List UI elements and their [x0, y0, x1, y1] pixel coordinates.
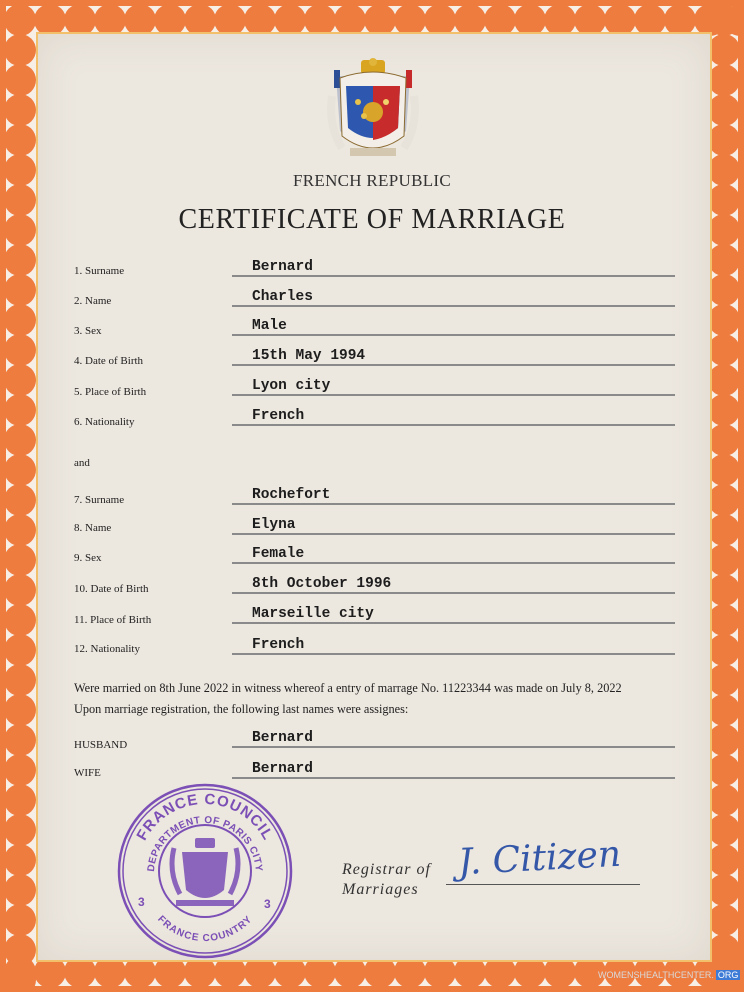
border-scallop — [708, 394, 740, 426]
signature-line — [446, 884, 640, 885]
field-label: 10. Date of Birth — [74, 583, 149, 595]
border-scallop — [4, 274, 36, 306]
field-underline — [232, 305, 675, 307]
border-scallop — [708, 4, 740, 36]
stamp-top-text: FRANCE COUNCIL — [133, 790, 277, 844]
border-scallop — [708, 364, 740, 396]
border-scallop — [4, 514, 36, 546]
stamp-bottom-text: FRANCE COUNTRY — [155, 913, 255, 945]
stamp-number-right: 3 — [264, 897, 271, 911]
registrar-line-1: Registrar of — [342, 861, 431, 878]
border-scallop — [708, 634, 740, 666]
field-label: 12. Nationality — [74, 643, 140, 655]
stamp-inner-text: DEPARTMENT OF PARIS CITY — [145, 814, 265, 873]
border-scallop — [708, 724, 740, 756]
border-scallop — [708, 454, 740, 486]
border-scallop — [4, 574, 36, 606]
border-scallop — [4, 544, 36, 576]
border-scallop — [708, 334, 740, 366]
field-underline — [232, 275, 675, 277]
border-scallop — [4, 334, 36, 366]
border-scallop — [708, 64, 740, 96]
husband-surname: Bernard — [252, 730, 313, 746]
border-scallop — [4, 454, 36, 486]
watermark-text: WOMENSHEALTHCENTER. — [598, 970, 714, 980]
border-scallop — [708, 904, 740, 936]
marriage-statement: Were married on 8th June 2022 in witness whereof a entry of marrage No. 11223344 was made on July 8, 2022 — [74, 681, 622, 695]
border-scallop — [4, 724, 36, 756]
field-value: Male — [252, 318, 287, 334]
border-scallop — [708, 544, 740, 576]
border-scallop — [4, 754, 36, 786]
field-underline — [232, 424, 675, 426]
border-scallop — [708, 94, 740, 126]
field-underline — [232, 364, 675, 366]
border-scallop — [708, 514, 740, 546]
border-scallop — [4, 124, 36, 156]
field-value: 15th May 1994 — [252, 348, 366, 364]
border-scallop — [708, 304, 740, 336]
border-scallop — [4, 694, 36, 726]
border-scallop — [4, 484, 36, 516]
border-scallop — [4, 424, 36, 456]
border-scallop — [4, 64, 36, 96]
border-scallop — [708, 844, 740, 876]
joiner-text: and — [74, 457, 90, 469]
border-scallop — [708, 874, 740, 906]
field-label: 1. Surname — [74, 265, 125, 277]
field-value: Rochefort — [252, 487, 331, 503]
border-scallop — [708, 754, 740, 786]
border-scallop — [4, 934, 36, 966]
field-underline — [232, 562, 675, 564]
border-scallop — [4, 394, 36, 426]
border-scallop — [4, 814, 36, 846]
field-value: French — [252, 408, 305, 424]
field-label: 9. Sex — [74, 552, 102, 564]
border-scallop — [708, 274, 740, 306]
field-underline — [232, 503, 675, 505]
field-value: Lyon city — [252, 378, 331, 394]
field-underline — [232, 334, 675, 336]
country-heading: FRENCH REPUBLIC — [293, 171, 451, 190]
border-scallop — [4, 904, 36, 936]
registrar-title — [342, 860, 431, 900]
coat-of-arms-icon — [326, 56, 420, 166]
field-value: Elyna — [252, 517, 296, 533]
stamp-number-left: 3 — [138, 895, 145, 909]
wife-label: WIFE — [74, 767, 101, 779]
registrar-line-2: Marriages — [342, 881, 419, 898]
border-scallop — [4, 784, 36, 816]
field-label: 2. Name — [74, 295, 112, 307]
field-label: 4. Date of Birth — [74, 355, 144, 367]
field-underline — [232, 653, 675, 655]
border-scallop — [4, 874, 36, 906]
field-underline — [232, 592, 675, 594]
stamp-emblem-icon — [172, 838, 238, 906]
border-scallop — [4, 304, 36, 336]
registration-statement: Upon marriage registration, the following last names were assignes: — [74, 702, 409, 716]
border-scallop — [708, 124, 740, 156]
border-scallop — [708, 694, 740, 726]
border-scallop — [4, 244, 36, 276]
field-underline — [232, 777, 675, 779]
wife-surname: Bernard — [252, 761, 313, 777]
svg-text:FRANCE COUNTRY — [155, 914, 255, 944]
field-label: 7. Surname — [74, 494, 125, 506]
field-value: 8th October 1996 — [252, 576, 392, 592]
field-value: Female — [252, 546, 305, 562]
field-underline — [232, 622, 675, 624]
site-watermark — [598, 970, 740, 980]
border-scallop — [708, 664, 740, 696]
field-label: 11. Place of Birth — [74, 614, 152, 626]
field-label: 5. Place of Birth — [74, 386, 147, 398]
border-scallop — [708, 934, 740, 966]
field-value: French — [252, 637, 305, 653]
border-scallop — [708, 814, 740, 846]
field-label: 3. Sex — [74, 325, 102, 337]
border-scallop — [4, 604, 36, 636]
border-scallop — [708, 574, 740, 606]
field-label: 8. Name — [74, 522, 112, 534]
border-scallop — [4, 4, 36, 36]
field-underline — [232, 394, 675, 396]
registrar-signature: J. Citizen — [457, 833, 622, 884]
official-stamp — [116, 782, 294, 960]
field-value: Marseille city — [252, 606, 374, 622]
border-scallop — [708, 784, 740, 816]
watermark-suffix: ORG — [717, 970, 739, 980]
husband-label: HUSBAND — [74, 739, 128, 751]
border-scallop — [708, 424, 740, 456]
certificate-title: CERTIFICATE OF MARRIAGE — [178, 204, 566, 235]
border-scallop — [708, 484, 740, 516]
border-scallop — [4, 634, 36, 666]
border-scallop — [708, 604, 740, 636]
border-scallop — [4, 844, 36, 876]
border-scallop — [4, 34, 36, 66]
field-value: Bernard — [252, 259, 313, 275]
border-scallop — [4, 94, 36, 126]
border-scallop — [4, 364, 36, 396]
field-underline — [232, 533, 675, 535]
field-value: Charles — [252, 289, 313, 305]
field-underline — [232, 746, 675, 748]
border-scallop — [708, 34, 740, 66]
border-scallop — [708, 244, 740, 276]
field-label: 6. Nationality — [74, 416, 135, 428]
border-scallop — [4, 664, 36, 696]
